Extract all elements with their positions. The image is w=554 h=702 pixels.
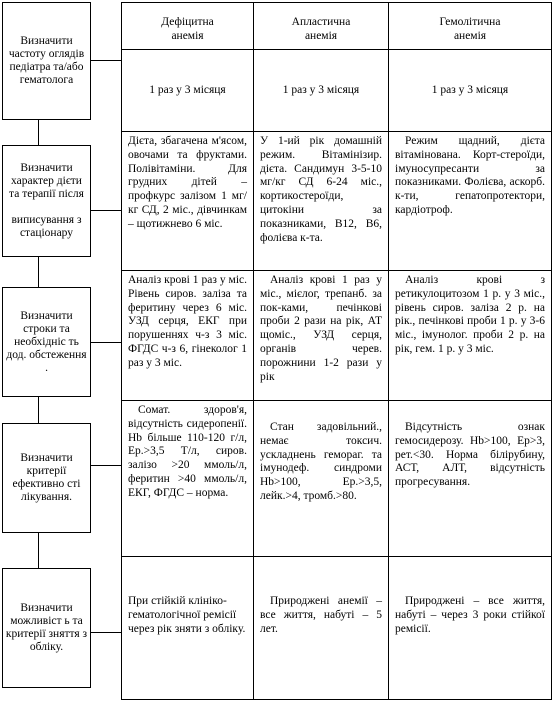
side-box-efficacy: Визначити критерії ефективно сті лікування. (2, 423, 91, 533)
connector-5 (91, 632, 121, 633)
connector-2 (91, 210, 121, 211)
cell-frequency-aplastic: 1 раз у 3 місяця (282, 83, 360, 96)
cell-exams-deficiency: Аналіз крові 1 раз у міс. Рівень сиров. заліза та феритину через 6 міс. УЗД серця, ЕКГ при порушеннях ч-з 3 міс. ФГДС ч-з 6, гінеколог 1 раз у 3 міс. (128, 274, 247, 369)
cell-efficacy-deficiency: Сомат. здоров'я, відсутність сидеропенії. Hb більше 110-120 г/л, Ер.>3,5 Т/л, сиров. залізо >20 ммоль/л, феритин >40 ммоль/л, ЕКГ, ФГДС – норма. (128, 404, 247, 499)
connector-1 (91, 60, 121, 61)
cell-deregistration-hemolytic: Природжені – все життя, набуті – через 3 роки стійкої ремісії. (395, 595, 545, 635)
side-box-exams: Визначити строки та необхідніс ть дод. обстеження . (2, 287, 91, 397)
cell-frequency-deficiency: 1 раз у 3 місяця (149, 83, 226, 96)
cell-diet-deficiency: Дієта, збагачена м'ясом, овочами та фруктами. Полівітаміни. Для грудних дітей – профкурс залізом 1 мг/кг СД, 2 міс., дівчинкам – щотижнево 6 міс. (128, 135, 247, 230)
header-aplastic: Апластична анемія (291, 16, 351, 42)
connector-4 (91, 465, 121, 466)
header-deficiency: Дефіцитна анемія (161, 16, 214, 42)
anemia-table (121, 2, 552, 700)
cell-efficacy-aplastic: Стан задовільний., немає токсич. ускладнень гемораг. та імунодеф. синдроми Hb>100, Ер.>3,5, лейк.>4, тромб.>80. (260, 421, 382, 502)
cell-diet-aplastic: У 1-ий рік домашній режим. Вітамінізир. дієта. Сандимун 3-5-10 мг/кг СД 6-24 міс., кортикостероїди, цитокіни за показниками, В12, В6, фолієва к-та. (260, 135, 382, 244)
side-box-diet-therapy: Визначити характер дієти та терапії після виписування з стаціонару (2, 145, 91, 257)
header-hemolytic: Гемолітична анемія (439, 16, 501, 42)
side-box-deregistration: Визначити можливіст ь та критерії зняття з обліку. (2, 568, 91, 688)
cell-exams-aplastic: Аналіз крові 1 раз у міс., мієлог, трепанб. за пок-ками, печінкові проби 2 рази на рік, АТ щоміс., УЗД серця, органів черев. порожнини 1-2 рази у рік (260, 274, 382, 383)
cell-deregistration-aplastic: Природжені анемії – все життя, набуті – 5 лет. (260, 595, 382, 635)
connector-3 (91, 342, 121, 343)
cell-efficacy-hemolytic: Відсутність ознак гемосидерозу. Hb>100, Ер>3, рет.<30. Норма білірубину, АСТ, АЛТ, відсутність прогресування. (395, 421, 545, 489)
cell-deregistration-deficiency: При стійкій клініко-гематологічної ремісії через рік зняти з обліку. (128, 595, 246, 635)
side-box-frequency: Визначити частоту оглядів педіатра та/або гематолога (2, 2, 91, 120)
cell-exams-hemolytic: Аналіз крові з ретикулоцитозом 1 р. у 3 міс., рівень сиров. заліза 2 р. на рік., печінкові проби 1 р. у 3-6 міс., імунолог. проби 2 р. на рік, гем. 1 р. у 3 міс. (395, 274, 545, 355)
cell-diet-hemolytic: Режим щадний, дієта вітамінована. Корт-стероїди, імуносупресанти за показниками. Фолієва, аскорб. к-ти, гепатопротектори, кардіотроф. (395, 135, 545, 216)
cell-frequency-hemolytic: 1 раз у 3 місяця (431, 83, 509, 96)
